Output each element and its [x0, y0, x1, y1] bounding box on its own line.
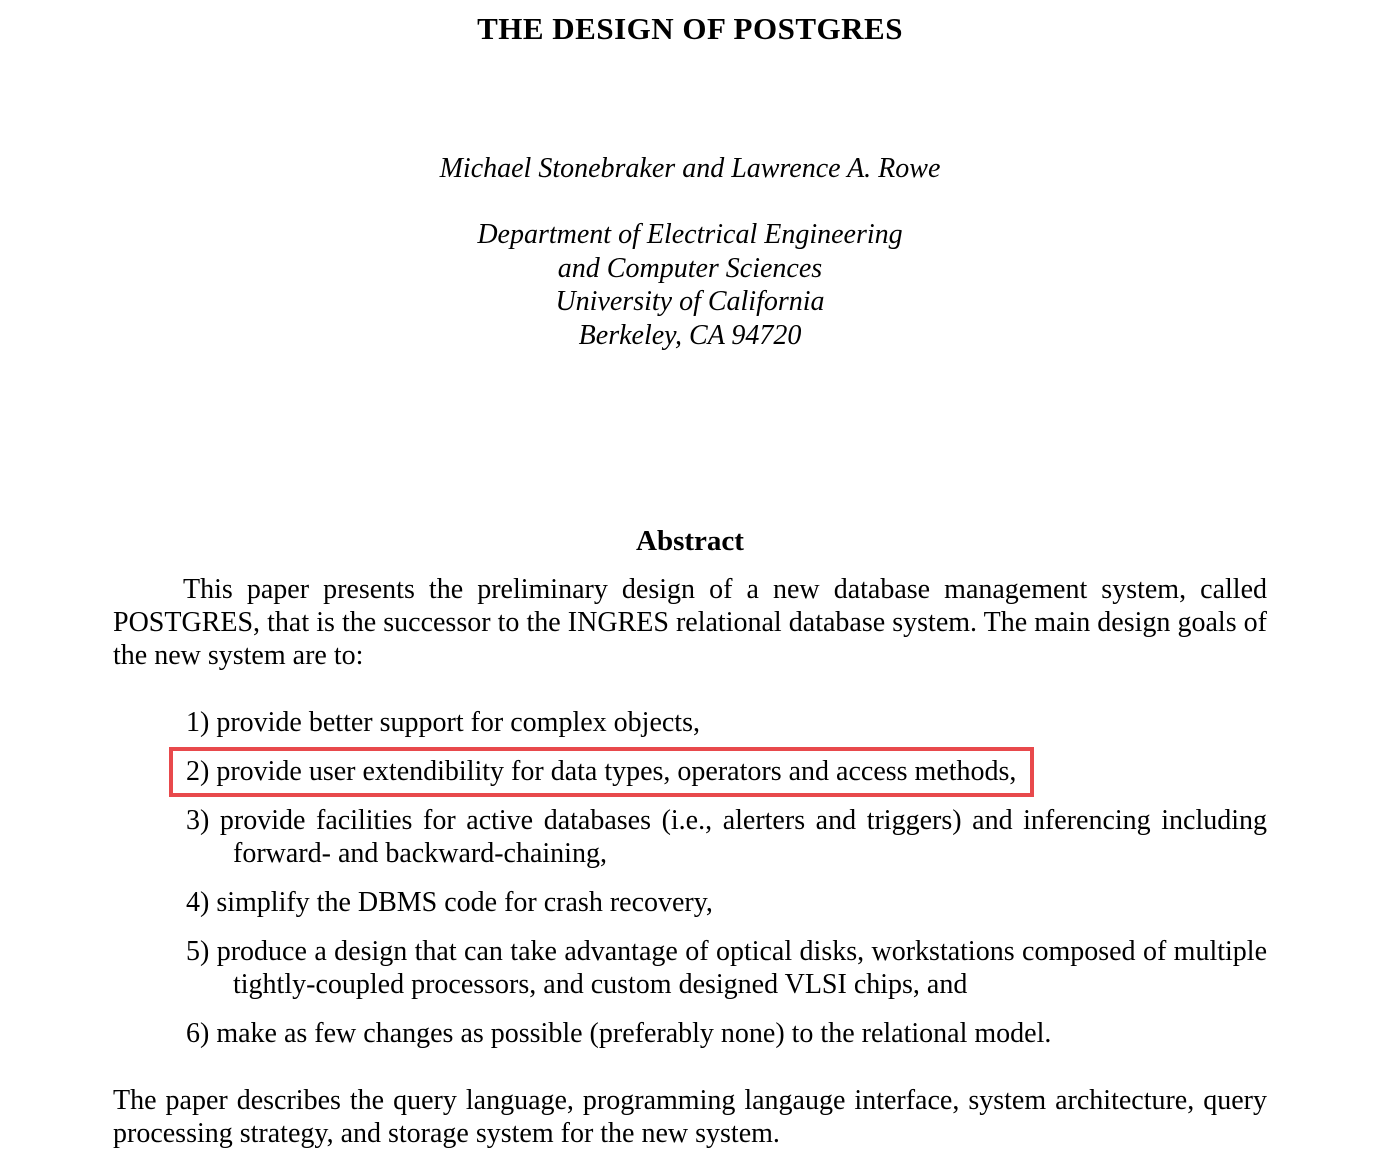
- goal-3-content: [186, 805, 1267, 869]
- goal-item-2: [113, 755, 1267, 788]
- affiliation-line-university: University of California: [555, 286, 825, 317]
- affiliation-line-department: Department of Electrical Engineering: [477, 219, 903, 250]
- highlight-box: [169, 747, 1034, 797]
- goal-item-1: [113, 706, 1267, 739]
- goal-5-text: produce a design that can take advantage of optical disks, workstations composed of multiple tightly-coupled processors, and custom designed VLSI chips, and: [216, 936, 1267, 1000]
- goal-item-6: [113, 1017, 1267, 1050]
- abstract-intro-paragraph: This paper presents the preliminary design of a new database management system, called POSTGRES, that is the successor to the INGRES relational database system. The main design goals of the new system are to:: [113, 574, 1267, 671]
- design-goals-list: [113, 706, 1267, 1050]
- goal-6-text: make as few changes as possible (preferably none) to the relational model.: [216, 1018, 1052, 1049]
- goal-6-content: [186, 1018, 1051, 1049]
- affiliation-block: [113, 218, 1267, 352]
- goal-item-3: [113, 804, 1267, 870]
- goal-5-content: [186, 936, 1267, 1000]
- affiliation-line-city: Berkeley, CA 94720: [578, 319, 802, 351]
- authors-line: Michael Stonebraker and Lawrence A. Rowe: [439, 153, 941, 184]
- goal-3-number: 3): [186, 805, 210, 836]
- goal-4-content: [186, 887, 713, 918]
- goal-3-text: provide facilities for active databases (i.e., alerters and triggers) and inferencing including forward- and backward-chaining,: [219, 805, 1267, 869]
- goal-6-number: 6): [186, 1018, 210, 1049]
- goal-5-number: 5): [186, 936, 210, 967]
- page-title: THE DESIGN OF POSTGRES: [477, 11, 903, 46]
- goal-item-5: [113, 935, 1267, 1001]
- goal-item-4: [113, 886, 1267, 919]
- affiliation-line-department-2: and Computer Sciences: [557, 252, 823, 284]
- goal-2-text: provide user extendibility for data types, operators and access methods,: [216, 756, 1017, 787]
- abstract-heading: Abstract: [636, 525, 744, 557]
- goal-2-number: 2): [186, 756, 210, 787]
- closing-paragraph: The paper describes the query language, programming langauge interface, system architecture, query processing strategy, and storage system for the new system.: [113, 1085, 1267, 1149]
- goal-1-content: [186, 707, 700, 738]
- goal-1-number: 1): [186, 707, 210, 738]
- goal-1-text: provide better support for complex objects,: [216, 707, 700, 738]
- goal-4-text: simplify the DBMS code for crash recovery,: [216, 887, 713, 918]
- goal-4-number: 4): [186, 887, 210, 918]
